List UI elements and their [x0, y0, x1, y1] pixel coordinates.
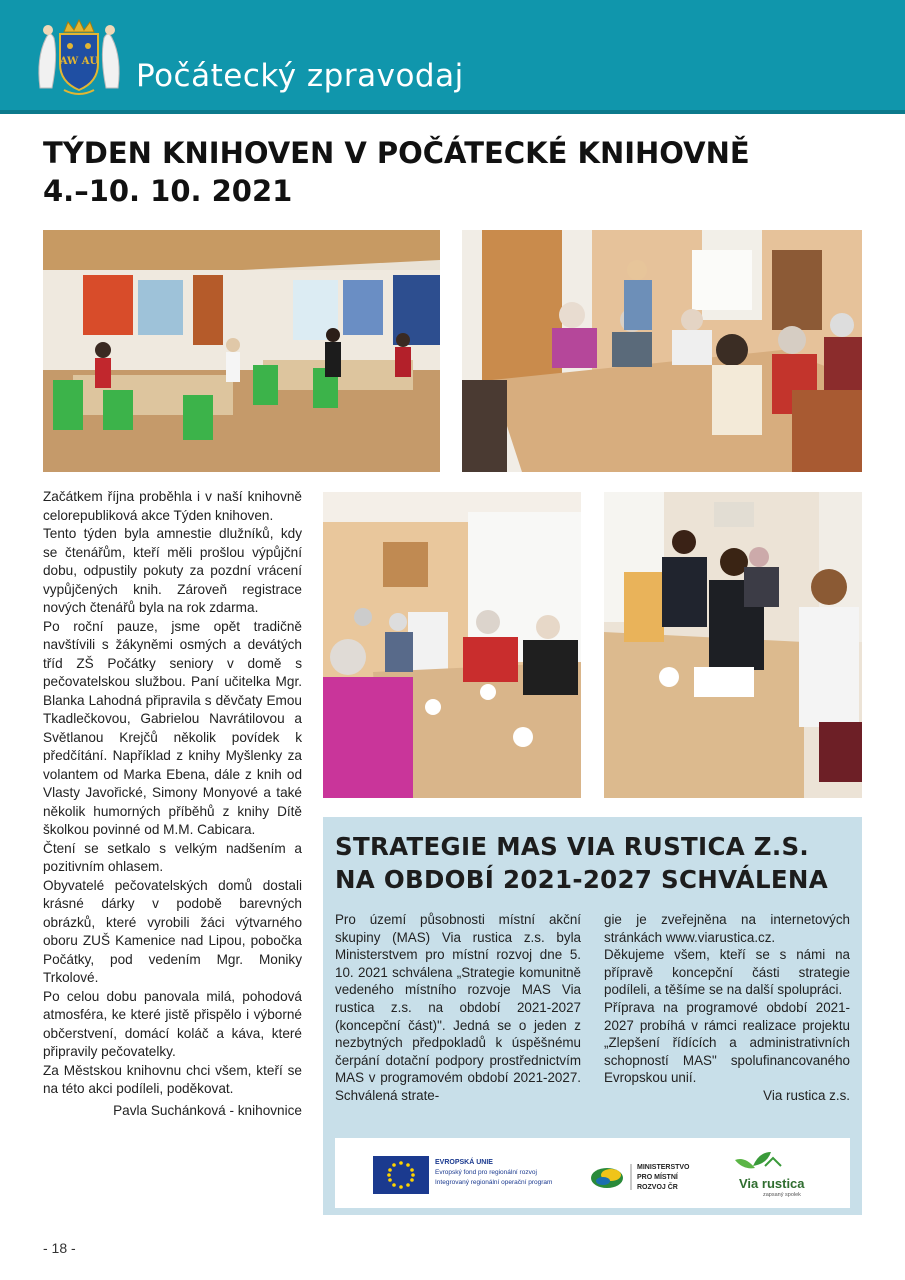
mmr-label-line3: ROZVOJ ČR [637, 1184, 678, 1191]
photo-reading-seniors [323, 492, 581, 798]
eu-flag-icon [373, 1156, 429, 1194]
mas-box-title [335, 830, 855, 896]
article-paragraph: Tento týden byla amnestie dlužníků, kdy se čtenářům, kteří měli prošlou výpůjční dobu, odpustily pokuty za pozdní vrácení vypůjčených knih. Zároveň registrace nových čtenářů byla na rok zdarma. [43, 526, 302, 615]
mmr-label-line1: MINISTERSTVO [637, 1164, 690, 1171]
photo-girls-reading [604, 492, 862, 798]
mmr-logo-icon [591, 1168, 623, 1188]
eu-fund-label: Evropský fond pro regionální rozvoj [435, 1169, 537, 1176]
mas-box-column-left [335, 911, 581, 1105]
mas-paragraph: Pro území působnosti místní akční skupiny (MAS) Via rustica z.s. byla Ministerstvem pro místní rozvoj dne 5. 10. 2021 schválena „Strategie komunitně vedeného místního rozvoje MAS Via rustica z.s. na období 2021-2027 (koncepční část)". Jedná se o jeden z nezbytných předpokladů k úspěšnému čerpání dotační podpory prostřednictvím MAS v programovém období 2021-2027. Schválená strate- [335, 912, 581, 1103]
photo-library-children [43, 230, 440, 472]
article-paragraph: Po roční pauze, jsme opět tradičně navštívili s žákyněmi osmých a devátých tříd ZŠ Počátky seniory v domě s pečovatelskou službou. Paní učitelka Mgr. Blanka Lahodná připravila s děvčaty Emou Tkadlečkovou, Gabrielou Navrátilovou a Světlanou Krejčů několik povídek k předčítání. Například z knihy Myšlenky za volantem od Marka Ebena, dále z knih od Vlasty Javořické, Simony Monyové a také několik humorných příběhů z knihy Dítě školkou povinné od M.M. Cabicara. [43, 618, 302, 837]
photo-seniors-table [462, 230, 862, 472]
article-paragraph: Po celou dobu panovala milá, pohodová atmosféra, ke které jistě přispělo i výborné občerstvení, domácí koláč a káva, které připravily pečovatelky. [43, 988, 302, 1059]
mas-paragraph: Příprava na programové období 2021-2027 probíhá v rámci realizace projektu „Zlepšení řídících a administrativních schopností MAS" spolufinancovaného Evropskou unií. [604, 999, 850, 1086]
page-number: - 18 - [43, 1240, 76, 1256]
funding-logos-strip [335, 1138, 850, 1208]
crest-letters: AW AU [59, 56, 99, 67]
irop-label: Integrovaný regionální operační program [435, 1179, 553, 1186]
library-article-body [43, 488, 302, 1120]
via-rustica-subtitle: zapsaný spolek [763, 1192, 801, 1198]
article-title [43, 134, 863, 210]
via-rustica-leaf-icon [735, 1152, 781, 1168]
mas-box-title-line2: NA OBDOBÍ 2021-2027 SCHVÁLENA [335, 865, 828, 894]
article-title-line1: TÝDEN KNIHOVEN V POČÁTECKÉ KNIHOVNĚ [43, 136, 750, 170]
mas-paragraph: gie je zveřejněna na internetových stránkách www.viarustica.cz. [604, 912, 850, 945]
magazine-title: Počátecký zpravodaj [136, 58, 464, 94]
mas-box-column-right [604, 911, 850, 1105]
header-divider [0, 110, 905, 114]
article-paragraph: Čtení se setkalo s velkým nadšením a pozitivním ohlasem. [43, 840, 302, 874]
mas-paragraph: Děkujeme všem, kteří se s námi na přípravě koncepční části strategie podíleli, a těšíme se na další spolupráci. [604, 947, 850, 998]
article-paragraph: Obyvatelé pečovatelských domů dostali krásné dárky v podobě barevných obrázků, které vyrobili žáci výtvarného oboru ZUŠ Kamenice nad Lipou, pobočka Počátky, pod vedením Mgr. Moniky Trkolové. [43, 877, 302, 985]
article-title-dates: 4.–10. 10. 2021 [43, 174, 293, 208]
via-rustica-logo-text: Via rustica [739, 1176, 805, 1191]
article-signature: Pavla Suchánková - knihovnice [113, 1102, 302, 1118]
article-paragraph: Začátkem října proběhla i v naší knihovně celorepubliková akce Týden knihoven. [43, 489, 302, 523]
mas-signature: Via rustica z.s. [763, 1087, 850, 1103]
mmr-label-line2: PRO MÍSTNÍ [637, 1174, 678, 1181]
article-paragraph: Za Městskou knihovnu chci všem, kteří se na této akci podíleli, poděkovat. [43, 1062, 302, 1096]
town-crest-logo [34, 18, 124, 98]
mas-box-title-line1: STRATEGIE MAS VIA RUSTICA Z.S. [335, 832, 810, 861]
eu-label: EVROPSKÁ UNIE [435, 1159, 493, 1166]
